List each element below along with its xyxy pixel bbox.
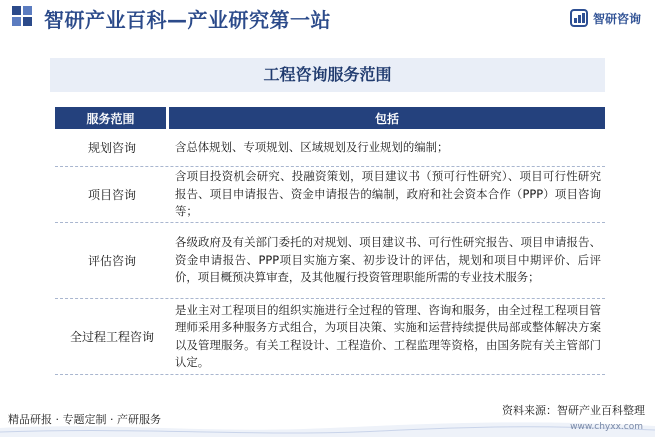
service-name: 规划咨询: [87, 141, 136, 155]
table-header-row: [55, 107, 605, 129]
footer-tagline: 精品研报 · 专题定制 · 产研服务: [8, 413, 161, 426]
services-table: [55, 107, 605, 375]
brand-logo[interactable]: [570, 7, 641, 29]
table-row: [55, 129, 605, 167]
page-title: 工程咨询服务范围: [263, 65, 392, 84]
service-description: 含总体规划、专项规划、区域规划及行业规划的编制；: [175, 139, 449, 154]
header-bar: [0, 0, 655, 36]
service-description: 含项目投资机会研究、投融资策划，项目建议书（预可行性研究）、项目可行性研究报告、项目申请报告、资金申请报告的编制，政府和社会资本合作（PPP）项目咨询等；: [175, 169, 601, 219]
brand-logo-icon: [570, 9, 588, 27]
table-row: [55, 223, 605, 299]
service-description: 各级政府及有关部门委托的对规划、项目建议书、可行性研究报告、项目申请报告、资金申请报告、PPP项目实施方案、初步设计的评估，规划和项目中期评价、后评价，项目概预决算审查，及其他履行投资管理职能所需的专业技术服务；: [175, 235, 601, 285]
table-row: [55, 299, 605, 375]
column-header-scope: 服务范围: [55, 107, 166, 129]
source-note: 资料来源：智研产业百科整理: [502, 404, 645, 417]
footer: [0, 400, 655, 437]
title-band: [50, 58, 605, 92]
service-name: 评估咨询: [87, 254, 136, 268]
service-name: 全过程工程咨询: [69, 330, 154, 344]
service-name: 项目咨询: [87, 188, 136, 202]
brand-name: 智研咨询: [592, 11, 641, 26]
logo-mark-icon: [12, 6, 34, 28]
column-header-includes: 包括: [169, 107, 605, 129]
service-description: 是业主对工程项目的组织实施进行全过程的管理、咨询和服务，由全过程工程项目管理师采用多种服务方式组合，为项目决策、实施和运营持续提供局部或整体解决方案以及管理服务。有关工程设计、工程造价、工程监理等资格，由国务院有关主管部门认定。: [175, 302, 601, 369]
table-row: [55, 167, 605, 223]
website-link[interactable]: www.chyxx.com: [570, 422, 643, 432]
header-title: 智研产业百科—产业研究第一站: [44, 8, 331, 32]
